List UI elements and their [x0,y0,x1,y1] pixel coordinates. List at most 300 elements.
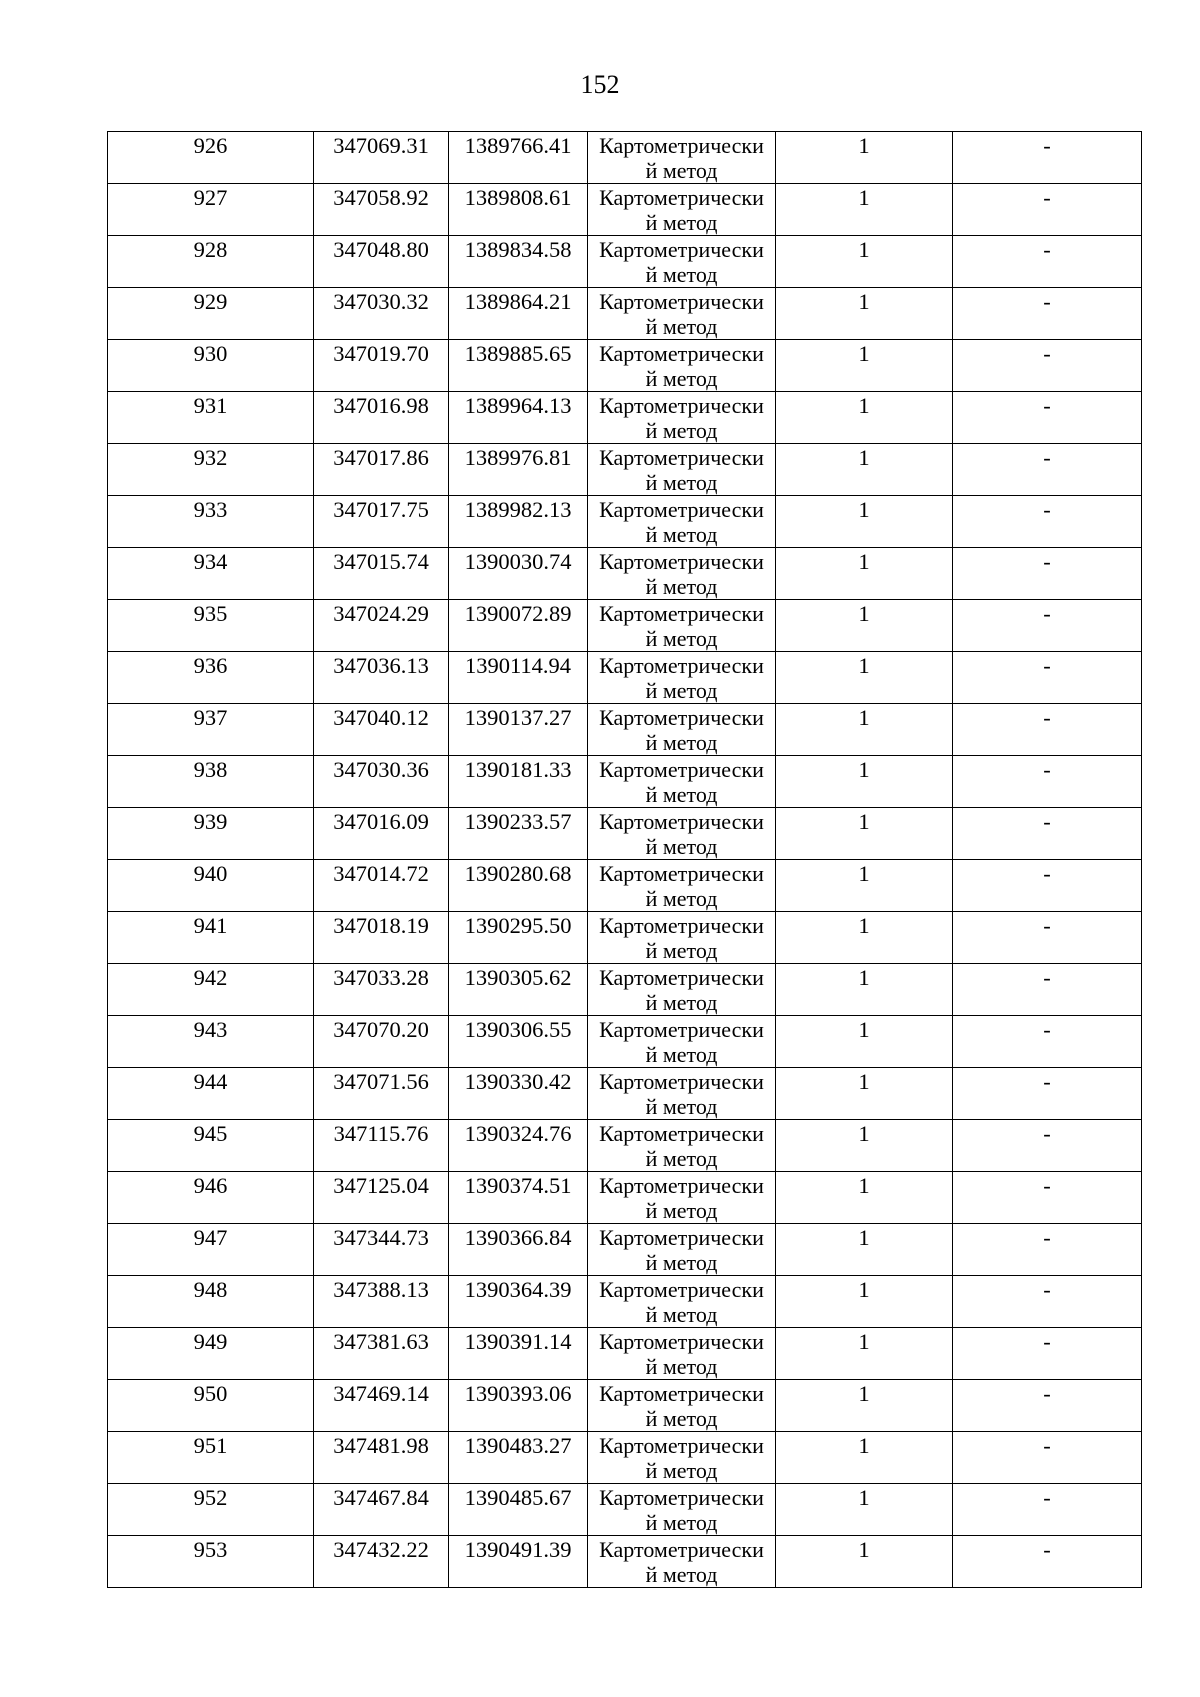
note-value: - [1043,133,1051,158]
point-number: 934 [193,549,228,574]
method-cell [588,600,776,652]
x-coordinate: 347381.63 [333,1329,429,1354]
note-cell [953,808,1142,860]
x-coordinate-cell [314,808,449,860]
table-row [108,548,1142,600]
point-number: 941 [193,913,228,938]
x-coordinate: 347016.09 [333,809,429,834]
y-coordinate-cell [449,756,588,808]
x-coordinate-cell [314,548,449,600]
accuracy-value: 1 [858,1381,870,1406]
point-number-cell [108,808,314,860]
accuracy-cell [776,1120,953,1172]
table-row [108,1068,1142,1120]
method-text-line-2: й метод [645,521,718,547]
x-coordinate: 347115.76 [333,1121,429,1146]
accuracy-cell [776,860,953,912]
method-text-line-1: Картометрически [599,601,764,626]
note-cell [953,340,1142,392]
accuracy-cell [776,964,953,1016]
note-cell [953,236,1142,288]
method-text-line-2: й метод [645,313,718,339]
accuracy-cell [776,1276,953,1328]
method-text-line-2: й метод [645,833,718,859]
point-number: 927 [193,185,228,210]
page-number: 152 [580,70,620,99]
note-value: - [1043,1017,1051,1042]
method-cell [588,236,776,288]
note-cell [953,132,1142,184]
x-coordinate-cell [314,1172,449,1224]
x-coordinate-cell [314,1536,449,1588]
y-coordinate-cell [449,860,588,912]
method-text-line-1: Картометрически [599,705,764,730]
point-number: 932 [193,445,228,470]
method-text-line-2: й метод [645,1301,718,1327]
y-coordinate: 1389766.41 [464,133,572,158]
x-coordinate: 347432.22 [333,1537,429,1562]
note-value: - [1043,341,1051,366]
method-text-line-1: Картометрически [599,1225,764,1250]
note-value: - [1043,757,1051,782]
x-coordinate-cell [314,652,449,704]
point-number-cell [108,1016,314,1068]
accuracy-value: 1 [858,1173,870,1198]
accuracy-value: 1 [858,861,870,886]
x-coordinate: 347469.14 [333,1381,429,1406]
accuracy-cell [776,184,953,236]
accuracy-value: 1 [858,549,870,574]
method-cell [588,340,776,392]
method-cell [588,704,776,756]
accuracy-value: 1 [858,393,870,418]
table-row [108,1380,1142,1432]
table-row [108,184,1142,236]
method-text-line-2: й метод [645,1041,718,1067]
method-text-line-1: Картометрически [599,393,764,418]
method-cell [588,288,776,340]
method-text-line-2: й метод [645,781,718,807]
x-coordinate-cell [314,756,449,808]
note-value: - [1043,861,1051,886]
note-cell [953,1016,1142,1068]
note-cell [953,964,1142,1016]
y-coordinate-cell [449,704,588,756]
y-coordinate: 1389808.61 [464,185,572,210]
table-row [108,288,1142,340]
point-number: 942 [193,965,228,990]
x-coordinate: 347125.04 [333,1173,429,1198]
point-number-cell [108,496,314,548]
accuracy-cell [776,808,953,860]
point-number: 948 [193,1277,228,1302]
x-coordinate-cell [314,236,449,288]
x-coordinate-cell [314,392,449,444]
accuracy-cell [776,288,953,340]
x-coordinate-cell [314,1016,449,1068]
point-number-cell [108,860,314,912]
method-text-line-1: Картометрически [599,341,764,366]
accuracy-value: 1 [858,1277,870,1302]
note-value: - [1043,601,1051,626]
point-number-cell [108,184,314,236]
method-text-line-2: й метод [645,1145,718,1171]
x-coordinate-cell [314,1484,449,1536]
x-coordinate-cell [314,1224,449,1276]
note-value: - [1043,1433,1051,1458]
y-coordinate-cell [449,1120,588,1172]
y-coordinate: 1389976.81 [464,445,572,470]
method-text-line-1: Картометрически [599,861,764,886]
note-value: - [1043,809,1051,834]
note-cell [953,548,1142,600]
accuracy-cell [776,548,953,600]
point-number: 946 [193,1173,228,1198]
accuracy-cell [776,236,953,288]
accuracy-value: 1 [858,757,870,782]
method-text-line-1: Картометрически [599,1277,764,1302]
table-row [108,704,1142,756]
y-coordinate: 1390374.51 [464,1173,572,1198]
y-coordinate: 1390072.89 [464,601,572,626]
y-coordinate-cell [449,1276,588,1328]
y-coordinate-cell [449,444,588,496]
method-cell [588,1172,776,1224]
y-coordinate-cell [449,1536,588,1588]
method-text-line-1: Картометрически [599,237,764,262]
accuracy-cell [776,1380,953,1432]
x-coordinate: 347033.28 [333,965,429,990]
y-coordinate-cell [449,964,588,1016]
point-number: 928 [193,237,228,262]
accuracy-value: 1 [858,237,870,262]
note-cell [953,1328,1142,1380]
method-text-line-2: й метод [645,1197,718,1223]
point-number-cell [108,756,314,808]
table-row [108,1484,1142,1536]
point-number: 945 [193,1121,228,1146]
note-value: - [1043,965,1051,990]
point-number-cell [108,1432,314,1484]
y-coordinate: 1389982.13 [464,497,572,522]
table-row [108,1224,1142,1276]
method-cell [588,964,776,1016]
x-coordinate-cell [314,184,449,236]
x-coordinate-cell [314,1432,449,1484]
point-number-cell [108,132,314,184]
table-row [108,860,1142,912]
table-row [108,444,1142,496]
note-cell [953,288,1142,340]
method-text-line-2: й метод [645,1561,718,1587]
x-coordinate-cell [314,132,449,184]
x-coordinate-cell [314,1380,449,1432]
x-coordinate: 347058.92 [333,185,429,210]
note-value: - [1043,1537,1051,1562]
method-text-line-2: й метод [645,1457,718,1483]
y-coordinate-cell [449,1224,588,1276]
y-coordinate: 1390137.27 [464,705,572,730]
y-coordinate-cell [449,912,588,964]
accuracy-value: 1 [858,341,870,366]
point-number-cell [108,1224,314,1276]
note-cell [953,1068,1142,1120]
y-coordinate-cell [449,1484,588,1536]
y-coordinate-cell [449,132,588,184]
table-row [108,1172,1142,1224]
note-value: - [1043,445,1051,470]
accuracy-value: 1 [858,705,870,730]
x-coordinate-cell [314,860,449,912]
method-cell [588,496,776,548]
accuracy-cell [776,704,953,756]
y-coordinate: 1389864.21 [464,289,572,314]
accuracy-value: 1 [858,601,870,626]
accuracy-value: 1 [858,445,870,470]
method-cell [588,756,776,808]
method-cell [588,1536,776,1588]
accuracy-value: 1 [858,185,870,210]
method-cell [588,392,776,444]
table-row [108,600,1142,652]
method-text-line-2: й метод [645,937,718,963]
accuracy-value: 1 [858,1537,870,1562]
method-cell [588,132,776,184]
x-coordinate-cell [314,600,449,652]
table-row [108,1276,1142,1328]
y-coordinate-cell [449,184,588,236]
method-text-line-2: й метод [645,1509,718,1535]
point-number: 926 [193,133,228,158]
x-coordinate: 347036.13 [333,653,429,678]
method-cell [588,1016,776,1068]
method-text-line-1: Картометрически [599,1329,764,1354]
y-coordinate-cell [449,496,588,548]
table-row [108,132,1142,184]
note-value: - [1043,653,1051,678]
table-row [108,496,1142,548]
y-coordinate: 1390306.55 [464,1017,572,1042]
y-coordinate-cell [449,1380,588,1432]
x-coordinate-cell [314,1328,449,1380]
note-cell [953,1536,1142,1588]
x-coordinate: 347014.72 [333,861,429,886]
table-row [108,236,1142,288]
method-text-line-2: й метод [645,261,718,287]
point-number-cell [108,1172,314,1224]
y-coordinate-cell [449,288,588,340]
point-number: 937 [193,705,228,730]
method-text-line-1: Картометрически [599,1433,764,1458]
accuracy-value: 1 [858,497,870,522]
x-coordinate: 347030.36 [333,757,429,782]
method-text-line-1: Картометрически [599,185,764,210]
method-text-line-1: Картометрически [599,653,764,678]
accuracy-cell [776,1016,953,1068]
y-coordinate: 1390305.62 [464,965,572,990]
x-coordinate: 347017.75 [333,497,429,522]
note-cell [953,444,1142,496]
y-coordinate-cell [449,1068,588,1120]
point-number: 952 [193,1485,228,1510]
method-text-line-2: й метод [645,573,718,599]
point-number: 933 [193,497,228,522]
y-coordinate: 1390324.76 [464,1121,572,1146]
point-number-cell [108,236,314,288]
x-coordinate: 347481.98 [333,1433,429,1458]
method-text-line-2: й метод [645,1405,718,1431]
y-coordinate: 1389834.58 [464,237,572,262]
point-number: 939 [193,809,228,834]
note-cell [953,1276,1142,1328]
table-row [108,1432,1142,1484]
note-cell [953,1224,1142,1276]
y-coordinate: 1390364.39 [464,1277,572,1302]
accuracy-value: 1 [858,1329,870,1354]
method-cell [588,652,776,704]
method-text-line-1: Картометрически [599,289,764,314]
note-value: - [1043,1225,1051,1250]
point-number: 949 [193,1329,228,1354]
accuracy-value: 1 [858,1433,870,1458]
point-number-cell [108,392,314,444]
y-coordinate: 1390483.27 [464,1433,572,1458]
y-coordinate: 1390030.74 [464,549,572,574]
accuracy-cell [776,340,953,392]
method-text-line-1: Картометрически [599,913,764,938]
y-coordinate-cell [449,1016,588,1068]
method-text-line-1: Картометрически [599,1537,764,1562]
table-row [108,756,1142,808]
note-cell [953,1120,1142,1172]
accuracy-cell [776,1484,953,1536]
x-coordinate: 347048.80 [333,237,429,262]
point-number-cell [108,1484,314,1536]
note-value: - [1043,1381,1051,1406]
method-text-line-1: Картометрически [599,1121,764,1146]
point-number: 951 [193,1433,228,1458]
note-value: - [1043,913,1051,938]
y-coordinate-cell [449,548,588,600]
point-number-cell [108,704,314,756]
accuracy-cell [776,1328,953,1380]
y-coordinate: 1390233.57 [464,809,572,834]
note-cell [953,652,1142,704]
table-row [108,964,1142,1016]
point-number-cell [108,1536,314,1588]
y-coordinate: 1390366.84 [464,1225,572,1250]
y-coordinate-cell [449,808,588,860]
x-coordinate-cell [314,444,449,496]
accuracy-cell [776,912,953,964]
x-coordinate: 347040.12 [333,705,429,730]
method-cell [588,1068,776,1120]
method-text-line-2: й метод [645,729,718,755]
table-row [108,912,1142,964]
method-text-line-2: й метод [645,885,718,911]
method-text-line-2: й метод [645,625,718,651]
accuracy-cell [776,1224,953,1276]
point-number: 935 [193,601,228,626]
method-cell [588,912,776,964]
method-text-line-2: й метод [645,1093,718,1119]
y-coordinate: 1390491.39 [464,1537,572,1562]
x-coordinate: 347467.84 [333,1485,429,1510]
method-text-line-2: й метод [645,417,718,443]
y-coordinate: 1390391.14 [464,1329,572,1354]
point-number-cell [108,1380,314,1432]
point-number: 947 [193,1225,228,1250]
accuracy-cell [776,1172,953,1224]
x-coordinate: 347070.20 [333,1017,429,1042]
point-number-cell [108,288,314,340]
point-number-cell [108,548,314,600]
x-coordinate: 347024.29 [333,601,429,626]
note-cell [953,912,1142,964]
x-coordinate: 347015.74 [333,549,429,574]
accuracy-value: 1 [858,1069,870,1094]
method-cell [588,860,776,912]
accuracy-value: 1 [858,965,870,990]
accuracy-value: 1 [858,1017,870,1042]
point-number: 938 [193,757,228,782]
method-text-line-1: Картометрически [599,965,764,990]
table-row [108,1536,1142,1588]
y-coordinate: 1390393.06 [464,1381,572,1406]
table-row [108,652,1142,704]
y-coordinate-cell [449,1328,588,1380]
accuracy-value: 1 [858,809,870,834]
note-cell [953,184,1142,236]
method-cell [588,1328,776,1380]
method-text-line-2: й метод [645,677,718,703]
accuracy-cell [776,600,953,652]
method-text-line-1: Картометрически [599,1485,764,1510]
coordinates-table-body [108,132,1142,1588]
y-coordinate: 1390485.67 [464,1485,572,1510]
x-coordinate-cell [314,964,449,1016]
y-coordinate: 1389964.13 [464,393,572,418]
method-text-line-1: Картометрически [599,1173,764,1198]
table-row [108,1120,1142,1172]
point-number: 944 [193,1069,228,1094]
accuracy-value: 1 [858,1225,870,1250]
point-number-cell [108,912,314,964]
x-coordinate-cell [314,1068,449,1120]
y-coordinate: 1390330.42 [464,1069,572,1094]
point-number-cell [108,1276,314,1328]
method-text-line-2: й метод [645,365,718,391]
y-coordinate-cell [449,392,588,444]
method-text-line-1: Картометрически [599,1381,764,1406]
point-number-cell [108,600,314,652]
note-value: - [1043,705,1051,730]
accuracy-cell [776,496,953,548]
point-number: 940 [193,861,228,886]
method-cell [588,1484,776,1536]
y-coordinate-cell [449,600,588,652]
method-text-line-1: Картометрически [599,809,764,834]
x-coordinate: 347017.86 [333,445,429,470]
x-coordinate: 347019.70 [333,341,429,366]
table-row [108,1328,1142,1380]
accuracy-value: 1 [858,1121,870,1146]
x-coordinate: 347016.98 [333,393,429,418]
note-value: - [1043,1069,1051,1094]
y-coordinate: 1390181.33 [464,757,572,782]
method-cell [588,1380,776,1432]
y-coordinate: 1390295.50 [464,913,572,938]
